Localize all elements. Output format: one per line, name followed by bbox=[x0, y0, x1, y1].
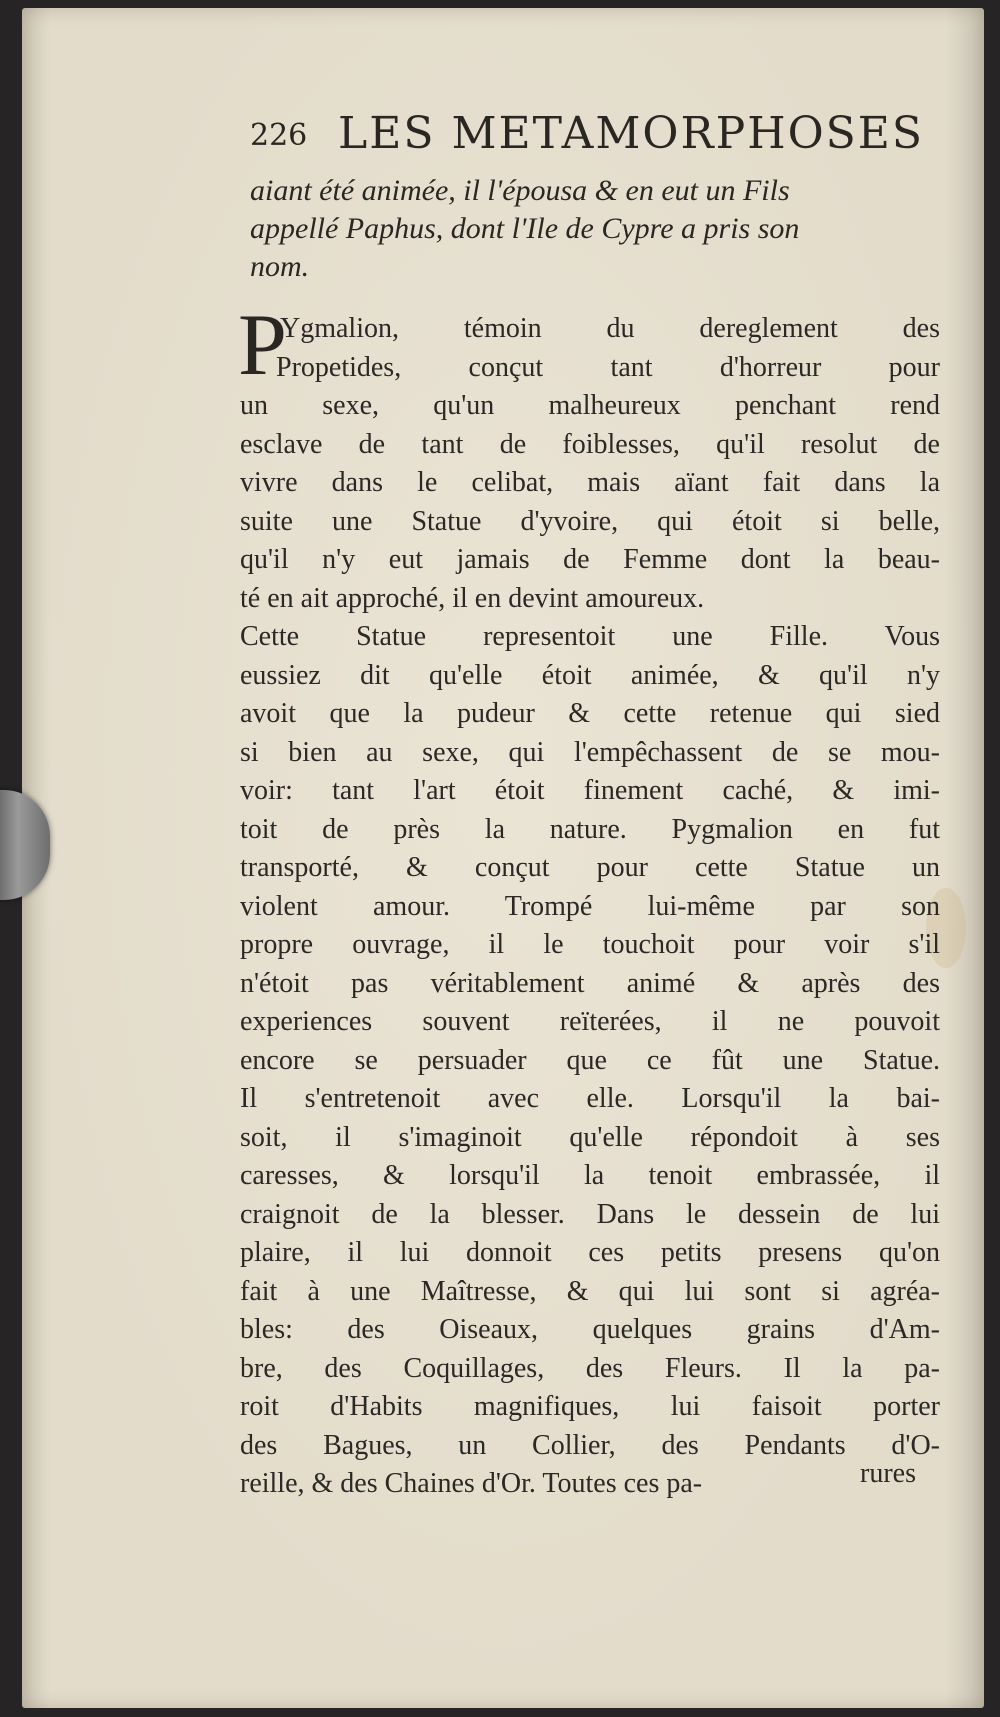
text-line: un sexe, qu'un malheureux penchant rend bbox=[240, 390, 940, 421]
running-title: LES METAMORPHOSES bbox=[338, 108, 925, 159]
text-line: propre ouvrage, il le touchoit pour voir s'il bbox=[240, 929, 940, 960]
text-line: roit d'Habits magnifiques, lui faisoit porter bbox=[240, 1391, 940, 1422]
text-line: fait à une Maîtresse, & qui lui sont si agréa- bbox=[240, 1275, 940, 1307]
text-line: si bien au sexe, qui l'empêchassent de se mou- bbox=[240, 736, 940, 768]
text-line: qu'il n'y eut jamais de Femme dont la beau- bbox=[240, 544, 940, 575]
text-line: Cette Statue representoit une Fille. Vous bbox=[240, 621, 940, 652]
text-line: soit, il s'imaginoit qu'elle répondoit à ses bbox=[240, 1121, 940, 1153]
text-line: transporté, & conçut pour cette Statue un bbox=[240, 852, 940, 883]
text-line: Il s'entretenoit avec elle. Lorsqu'il la bai- bbox=[240, 1083, 940, 1114]
text-line: avoit que la pudeur & cette retenue qui sied bbox=[240, 698, 940, 729]
intro-line: nom. bbox=[250, 250, 310, 283]
text-line: caresses, & lorsqu'il la tenoit embrassée, il bbox=[240, 1160, 940, 1191]
text-line: eussiez dit qu'elle étoit animée, & qu'il n'y bbox=[240, 659, 940, 691]
page-header bbox=[230, 108, 930, 164]
intro-paragraph bbox=[250, 172, 940, 286]
catchword: rures bbox=[860, 1458, 916, 1489]
text-line: voir: tant l'art étoit finement caché, & imi- bbox=[240, 775, 940, 806]
text-line: Ygmalion, témoin du dereglement des bbox=[280, 313, 940, 344]
text-line: plaire, il lui donnoit ces petits presens qu'on bbox=[240, 1237, 940, 1268]
text-line: craignoit de la blesser. Dans le dessein de lui bbox=[240, 1198, 940, 1230]
text-line: Propetides, conçut tant d'horreur pour bbox=[276, 351, 940, 383]
intro-line: appellé Paphus, dont l'Ile de Cypre a pris son bbox=[250, 212, 800, 245]
text-line: experiences souvent reïterées, il ne pouvoit bbox=[240, 1006, 940, 1037]
text-line: n'étoit pas véritablement animé & après des bbox=[240, 967, 940, 999]
text-line: vivre dans le celibat, mais aïant fait dans la bbox=[240, 467, 940, 498]
drop-cap: P bbox=[238, 297, 287, 394]
text-line: reille, & des Chaines d'Or. Toutes ces pa- bbox=[240, 1468, 703, 1499]
text-line: té en ait approché, il en devint amoureux. bbox=[240, 582, 705, 614]
text-line: esclave de tant de foiblesses, qu'il resolut de bbox=[240, 428, 940, 460]
body-paragraph bbox=[240, 310, 940, 1504]
text-line: bles: des Oiseaux, quelques grains d'Am- bbox=[240, 1314, 940, 1345]
text-line: bre, des Coquillages, des Fleurs. Il la pa- bbox=[240, 1352, 940, 1384]
text-line: suite une Statue d'yvoire, qui étoit si belle, bbox=[240, 505, 940, 537]
text-line: toit de près la nature. Pygmalion en fut bbox=[240, 813, 940, 845]
text-line: encore se persuader que ce fût une Statue. bbox=[240, 1044, 940, 1076]
text-line: des Bagues, un Collier, des Pendants d'O- bbox=[240, 1429, 940, 1461]
intro-line: aiant été animée, il l'épousa & en eut un Fils bbox=[250, 174, 790, 207]
text-line: violent amour. Trompé lui-même par son bbox=[240, 890, 940, 922]
page-number: 226 bbox=[250, 118, 308, 153]
